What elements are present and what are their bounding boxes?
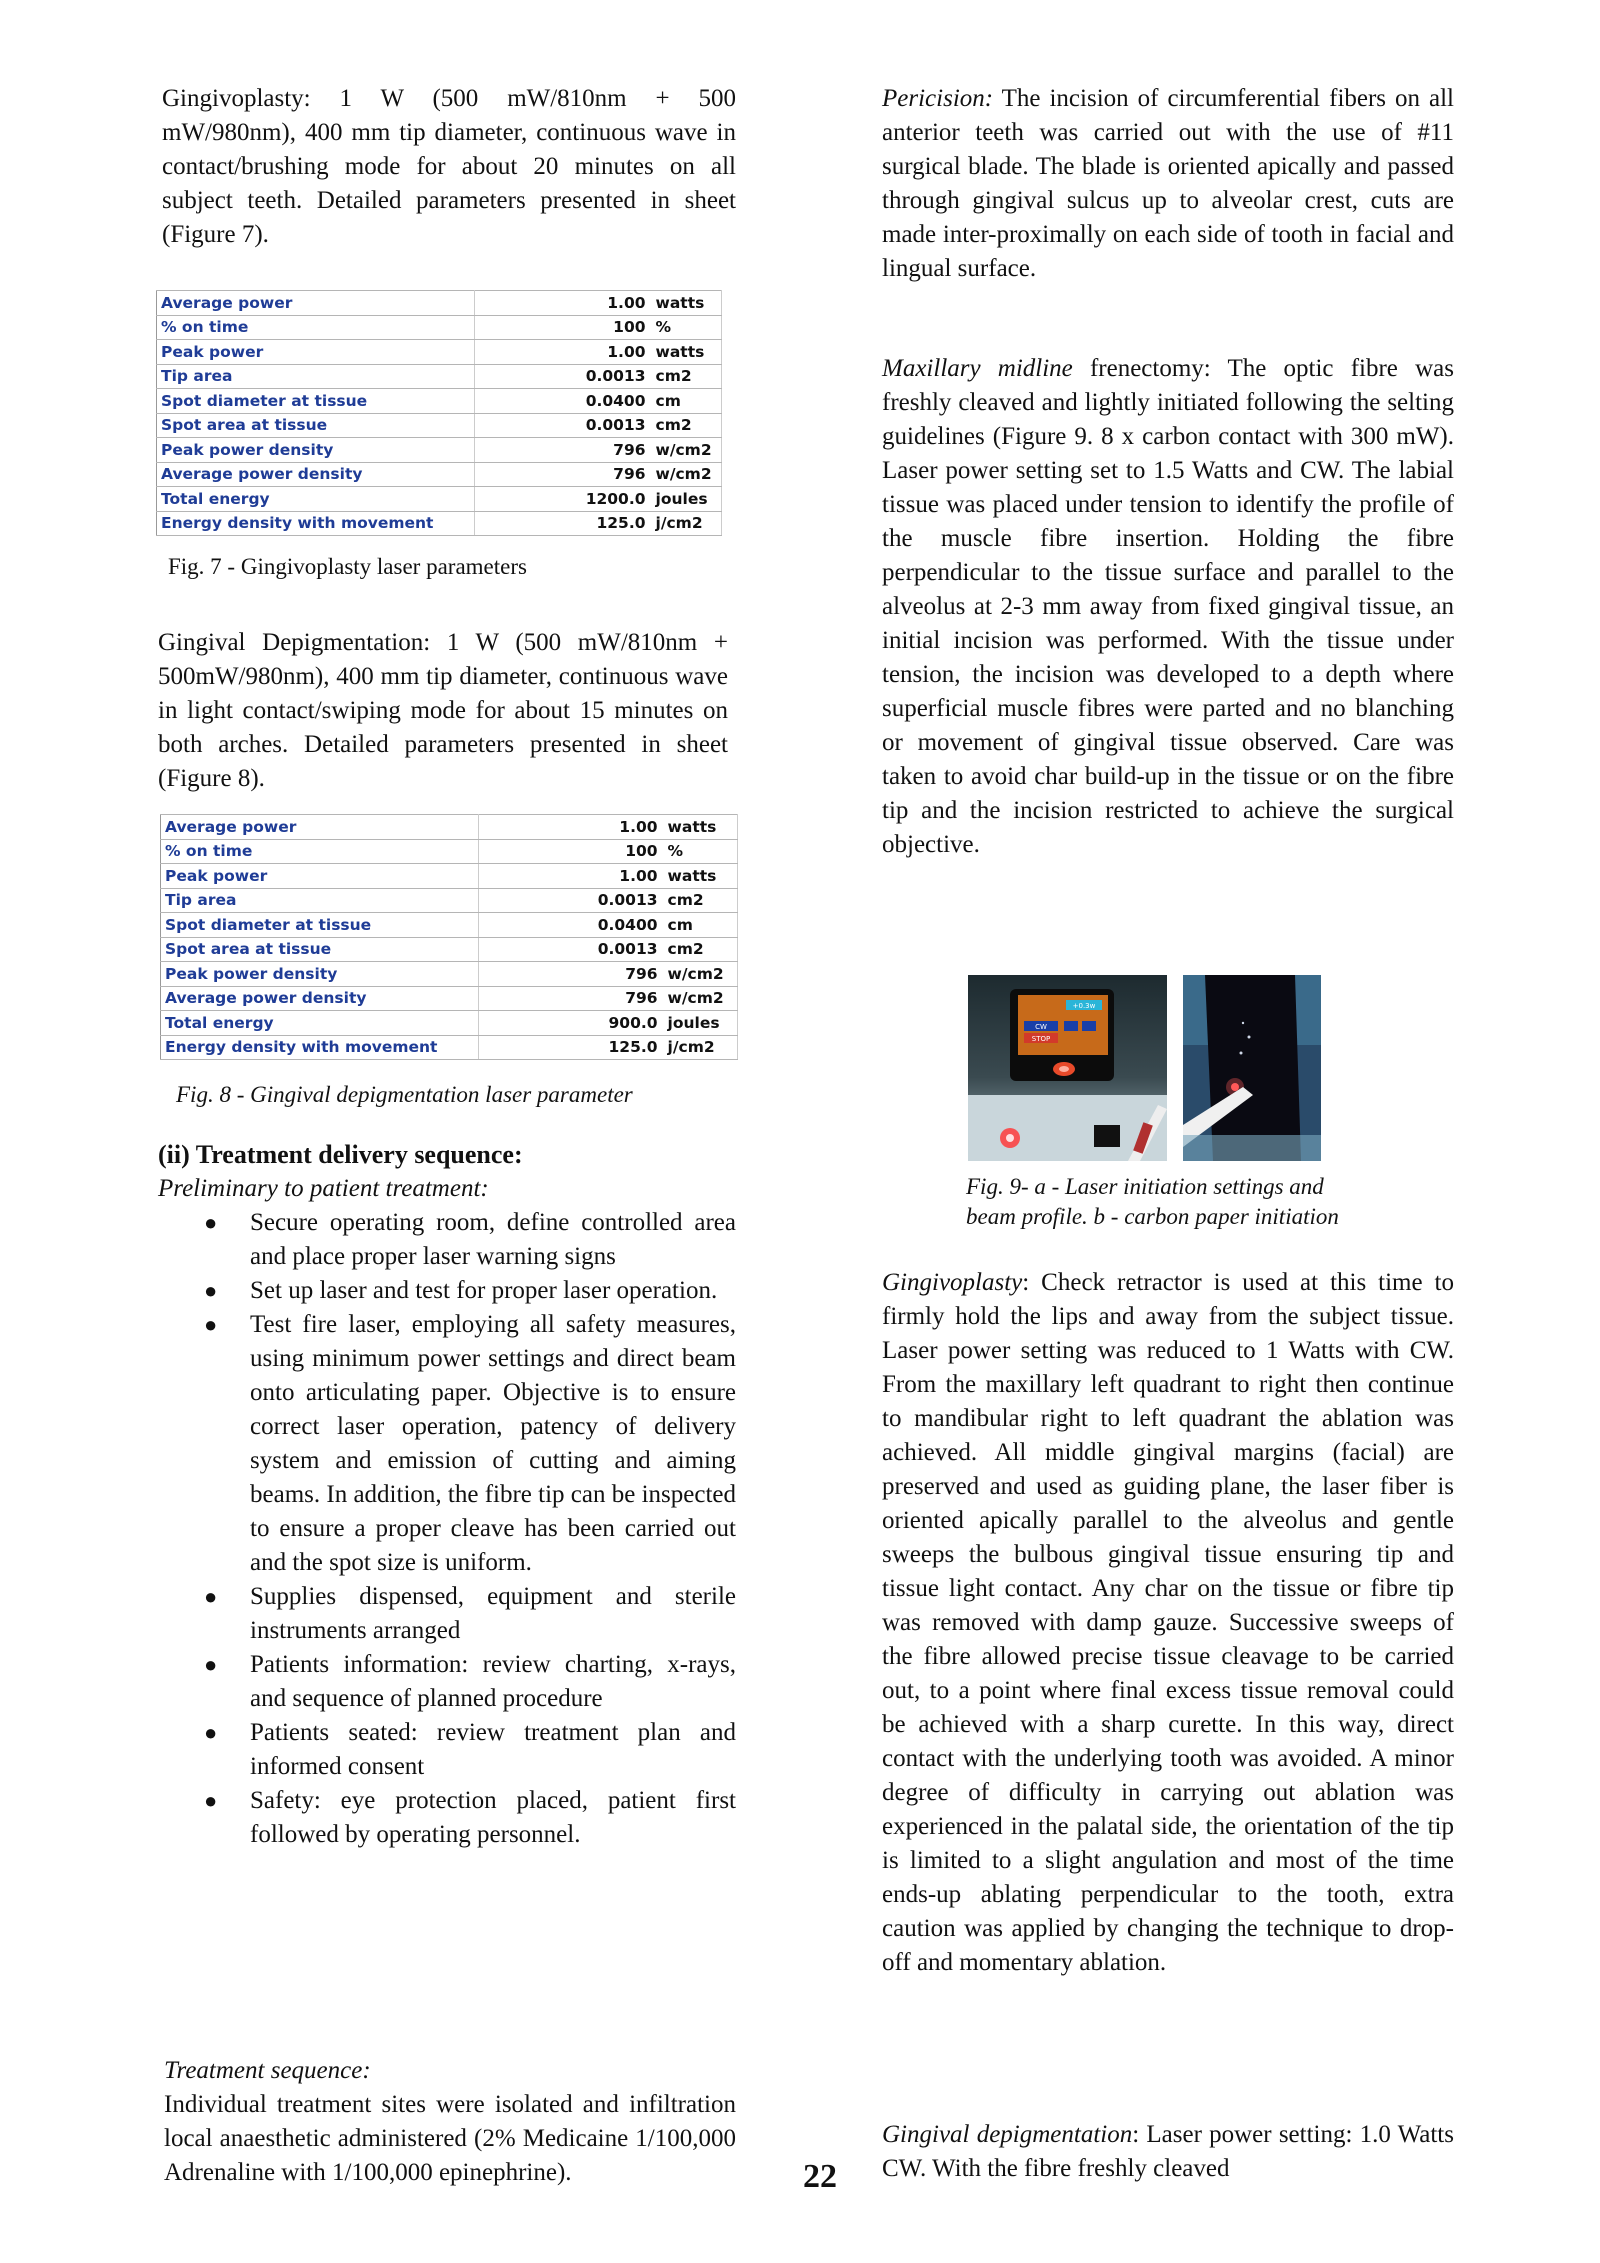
parameter-value: 0.0013 bbox=[474, 413, 651, 438]
bullet-item bbox=[158, 1648, 736, 1716]
preliminary-bullet-list bbox=[158, 1206, 736, 1852]
parameter-unit: watts bbox=[664, 864, 738, 889]
parameter-row bbox=[161, 888, 738, 913]
depigmentation-parameter-table bbox=[160, 814, 738, 1060]
parameter-row bbox=[161, 864, 738, 889]
parameter-row bbox=[157, 364, 722, 389]
parameter-value: 0.0013 bbox=[478, 937, 663, 962]
bullet-item bbox=[158, 1308, 736, 1580]
fig9-caption-line1: Fig. 9- a - Laser initiation settings and bbox=[966, 1174, 1324, 1199]
section-heading: (ii) Treatment delivery sequence: bbox=[158, 1140, 523, 1169]
parameter-value: 796 bbox=[474, 438, 651, 463]
gingivoplasty-paragraph bbox=[162, 82, 736, 252]
depigmentation-text: : 1 W (500 mW/810nm + 500mW/980nm), 400 mm tip diameter, continuous wave in light contact/swiping mode for about 15 minutes on both arches. Detailed parameters presented in sheet (Figure 8). bbox=[158, 629, 728, 792]
bullet-text: Test fire laser, employing all safety measures, using minimum power settings and direct beam onto articulating paper. Objective is to ensure correct laser operation, patency of delivery system and emission of cutting and aiming beams. In addition, the fibre tip can be inspected to ensure a proper cleave has been carried out and the spot size is uniform. bbox=[250, 1311, 736, 1576]
parameter-row bbox=[161, 839, 738, 864]
parameter-unit: cm2 bbox=[652, 364, 722, 389]
parameter-unit: cm2 bbox=[664, 888, 738, 913]
parameter-unit: % bbox=[652, 315, 722, 340]
bullet-text: Safety: eye protection placed, patient first followed by operating personnel. bbox=[250, 1787, 736, 1848]
parameter-label: Spot area at tissue bbox=[161, 937, 479, 962]
parameter-row bbox=[157, 413, 722, 438]
parameter-value: 100 bbox=[478, 839, 663, 864]
parameter-row bbox=[157, 462, 722, 487]
bullet-item bbox=[158, 1580, 736, 1648]
depigmentation-label: Gingival Depigmentation bbox=[158, 629, 424, 656]
depigmentation-procedure-paragraph bbox=[882, 2118, 1454, 2186]
bullet-text: Patients information: review charting, x-rays, and sequence of planned procedure bbox=[250, 1651, 736, 1712]
page-number: 22 bbox=[803, 2158, 837, 2195]
parameter-unit: w/cm2 bbox=[652, 462, 722, 487]
parameter-unit: cm2 bbox=[664, 937, 738, 962]
fig7-caption: Fig. 7 - Gingivoplasty laser parameters bbox=[168, 554, 527, 579]
parameter-unit: w/cm2 bbox=[664, 986, 738, 1011]
parameter-value: 796 bbox=[478, 986, 663, 1011]
parameter-value: 0.0400 bbox=[474, 389, 651, 414]
parameter-value: 796 bbox=[474, 462, 651, 487]
parameter-row bbox=[161, 962, 738, 987]
parameter-row bbox=[157, 487, 722, 512]
parameter-value: 900.0 bbox=[478, 1011, 663, 1036]
bullet-dot-icon: ● bbox=[204, 1278, 218, 1303]
parameter-row bbox=[157, 438, 722, 463]
bullet-dot-icon: ● bbox=[204, 1788, 218, 1813]
bullet-item bbox=[158, 1784, 736, 1852]
parameter-unit: j/cm2 bbox=[652, 511, 722, 536]
parameter-row bbox=[157, 511, 722, 536]
parameter-unit: w/cm2 bbox=[664, 962, 738, 987]
parameter-row bbox=[161, 937, 738, 962]
parameter-row bbox=[157, 340, 722, 365]
frenectomy-paragraph bbox=[882, 352, 1454, 862]
device-screen-stop: STOP bbox=[1031, 1035, 1051, 1043]
figure-9a-laser-device-photo bbox=[968, 975, 1167, 1161]
frenectomy-text: frenectomy: The optic fibre was freshly cleaved and lightly initiated following the selting guidelines (Figure 9. 8 x carbon contact with 300 mW). Laser power setting set to 1.5 Watts and CW. The labial tissue was placed under tension to identify the profile of the muscle fibre insertion. Holding the fibre perpendicular to the tissue surface and parallel to the alveolus at 2-3 mm away from fixed gingival tissue, an initial incision was performed. With the tissue under tension, the incision was developed to a depth where superficial muscle fibres were parted and no blanching or movement of gingival tissue observed. Care was taken to avoid char build-up in the tissue or on the fibre tip and the incision restricted to achieve the surgical objective. bbox=[882, 355, 1454, 858]
parameter-value: 0.0013 bbox=[478, 888, 663, 913]
bullet-dot-icon: ● bbox=[204, 1210, 218, 1235]
parameter-row bbox=[157, 315, 722, 340]
parameter-value: 100 bbox=[474, 315, 651, 340]
parameter-label: Peak power bbox=[157, 340, 475, 365]
parameter-value: 125.0 bbox=[478, 1035, 663, 1060]
parameter-unit: watts bbox=[652, 340, 722, 365]
bullet-text: Set up laser and test for proper laser operation. bbox=[250, 1277, 718, 1304]
parameter-row bbox=[161, 913, 738, 938]
parameter-value: 1.00 bbox=[478, 815, 663, 840]
parameter-label: Average power density bbox=[161, 986, 479, 1011]
parameter-value: 1.00 bbox=[474, 291, 651, 316]
parameter-unit: cm2 bbox=[652, 413, 722, 438]
parameter-row bbox=[161, 1035, 738, 1060]
parameter-value: 1200.0 bbox=[474, 487, 651, 512]
fig9-caption-line2: beam profile. b - carbon paper initiation bbox=[966, 1204, 1339, 1229]
bullet-dot-icon: ● bbox=[204, 1652, 218, 1677]
gingivoplasty-text: : 1 W (500 mW/810nm + 500 mW/980nm), 400 mm tip diameter, continuous wave in contact/brushing mode for about 20 minutes on all subject teeth. Detailed parameters presented in sheet (Figure 7). bbox=[162, 85, 736, 248]
fig9-caption bbox=[966, 1172, 1386, 1232]
parameter-value: 125.0 bbox=[474, 511, 651, 536]
parameter-label: % on time bbox=[157, 315, 475, 340]
parameter-label: Spot area at tissue bbox=[157, 413, 475, 438]
bullet-text: Secure operating room, define controlled area and place proper laser warning signs bbox=[250, 1209, 736, 1270]
parameter-label: % on time bbox=[161, 839, 479, 864]
parameter-label: Energy density with movement bbox=[157, 511, 475, 536]
parameter-unit: watts bbox=[664, 815, 738, 840]
parameter-unit: watts bbox=[652, 291, 722, 316]
parameter-value: 1.00 bbox=[474, 340, 651, 365]
parameter-label: Average power density bbox=[157, 462, 475, 487]
pericision-paragraph bbox=[882, 82, 1454, 286]
treatment-delivery-section bbox=[158, 1138, 736, 1852]
parameter-label: Total energy bbox=[157, 487, 475, 512]
figure-9b-carbon-paper-photo bbox=[1183, 975, 1321, 1161]
parameter-label: Spot diameter at tissue bbox=[157, 389, 475, 414]
gingivoplasty-label: Gingivoplasty bbox=[162, 85, 304, 112]
bullet-item bbox=[158, 1206, 736, 1274]
bullet-text: Supplies dispensed, equipment and sterile instruments arranged bbox=[250, 1583, 736, 1644]
pericision-label: Pericision: bbox=[882, 85, 994, 112]
bullet-dot-icon: ● bbox=[204, 1720, 218, 1745]
parameter-value: 796 bbox=[478, 962, 663, 987]
subheading: Preliminary to patient treatment: bbox=[158, 1175, 489, 1202]
bullet-item bbox=[158, 1274, 736, 1308]
gingivoplasty-parameter-table bbox=[156, 290, 722, 536]
bullet-text: Patients seated: review treatment plan and informed consent bbox=[250, 1719, 736, 1780]
parameter-label: Spot diameter at tissue bbox=[161, 913, 479, 938]
parameter-label: Peak power density bbox=[157, 438, 475, 463]
parameter-value: 0.0400 bbox=[478, 913, 663, 938]
gingivoplasty-procedure-label: Gingivoplasty bbox=[882, 1269, 1023, 1296]
depigmentation-procedure-label: Gingival depigmentation bbox=[882, 2121, 1133, 2148]
gingivoplasty-procedure-text: : Check retractor is used at this time to firmly hold the lips and away from the subject tissue. Laser power setting was reduced to 1 Watts with CW. From the maxillary left quadrant to right then continue to mandibular right to left quadrant the ablation was achieved. All middle gingival margins (facial) are preserved and used as guiding plane, the laser fiber is oriented apically parallel to the alveolus and gentle sweeps the bulbous gingival tissue ensuring tip and tissue light contact. Any char on the tissue or fibre tip was removed with damp gauze. Successive sweeps of the fibre allowed precise tissue cleavage to be carried out, to a point where final excess tissue removal could be achieved with a sharp curette. In this way, direct contact with the underlying tooth was avoided. A minor degree of difficulty in carrying out ablation was experienced in the palatal side, the orientation of the tip is limited to a slight angulation and most of the time ends-up ablating perpendicular to the tooth, extra caution was applied by changing the technique to drop-off and momentary ablation. bbox=[882, 1269, 1454, 1976]
parameter-unit: j/cm2 bbox=[664, 1035, 738, 1060]
gingivoplasty-procedure-paragraph bbox=[882, 1266, 1454, 1980]
parameter-label: Tip area bbox=[161, 888, 479, 913]
parameter-row bbox=[161, 815, 738, 840]
bullet-dot-icon: ● bbox=[204, 1312, 218, 1337]
parameter-label: Total energy bbox=[161, 1011, 479, 1036]
parameter-row bbox=[161, 1011, 738, 1036]
fig8-caption: Fig. 8 - Gingival depigmentation laser parameter bbox=[176, 1082, 633, 1107]
parameter-unit: cm bbox=[652, 389, 722, 414]
parameter-row bbox=[157, 389, 722, 414]
depigmentation-procedure-text: : Laser power setting: 1.0 Watts CW. With the fibre freshly cleaved bbox=[882, 2121, 1454, 2182]
parameter-label: Peak power density bbox=[161, 962, 479, 987]
parameter-unit: joules bbox=[664, 1011, 738, 1036]
parameter-row bbox=[157, 291, 722, 316]
device-screen-cw: CW bbox=[1035, 1023, 1047, 1031]
parameter-label: Average power bbox=[161, 815, 479, 840]
treatment-sequence-section bbox=[164, 2054, 736, 2190]
parameter-unit: cm bbox=[664, 913, 738, 938]
bullet-dot-icon: ● bbox=[204, 1584, 218, 1609]
parameter-row bbox=[161, 986, 738, 1011]
depigmentation-paragraph bbox=[158, 626, 728, 796]
parameter-value: 1.00 bbox=[478, 864, 663, 889]
device-screen-power: +0.3w bbox=[1072, 1002, 1096, 1010]
parameter-label: Tip area bbox=[157, 364, 475, 389]
treatment-text: Individual treatment sites were isolated and infiltration local anaesthetic administered (2% Medicaine 1/100,000 Adrenaline with 1/100,000 epinephrine). bbox=[164, 2091, 736, 2186]
bullet-item bbox=[158, 1716, 736, 1784]
treatment-heading: Treatment sequence: bbox=[164, 2057, 371, 2084]
parameter-unit: % bbox=[664, 839, 738, 864]
parameter-unit: joules bbox=[652, 487, 722, 512]
parameter-label: Energy density with movement bbox=[161, 1035, 479, 1060]
frenectomy-label: Maxillary midline bbox=[882, 355, 1073, 382]
pericision-text: The incision of circumferential fibers on all anterior teeth was carried out with the use of #11 surgical blade. The blade is oriented apically and passed through gingival sulcus up to alveolar crest, cuts are made inter-proximally on each side of tooth in facial and lingual surface. bbox=[882, 85, 1454, 282]
parameter-label: Average power bbox=[157, 291, 475, 316]
parameter-value: 0.0013 bbox=[474, 364, 651, 389]
parameter-unit: w/cm2 bbox=[652, 438, 722, 463]
parameter-label: Peak power bbox=[161, 864, 479, 889]
